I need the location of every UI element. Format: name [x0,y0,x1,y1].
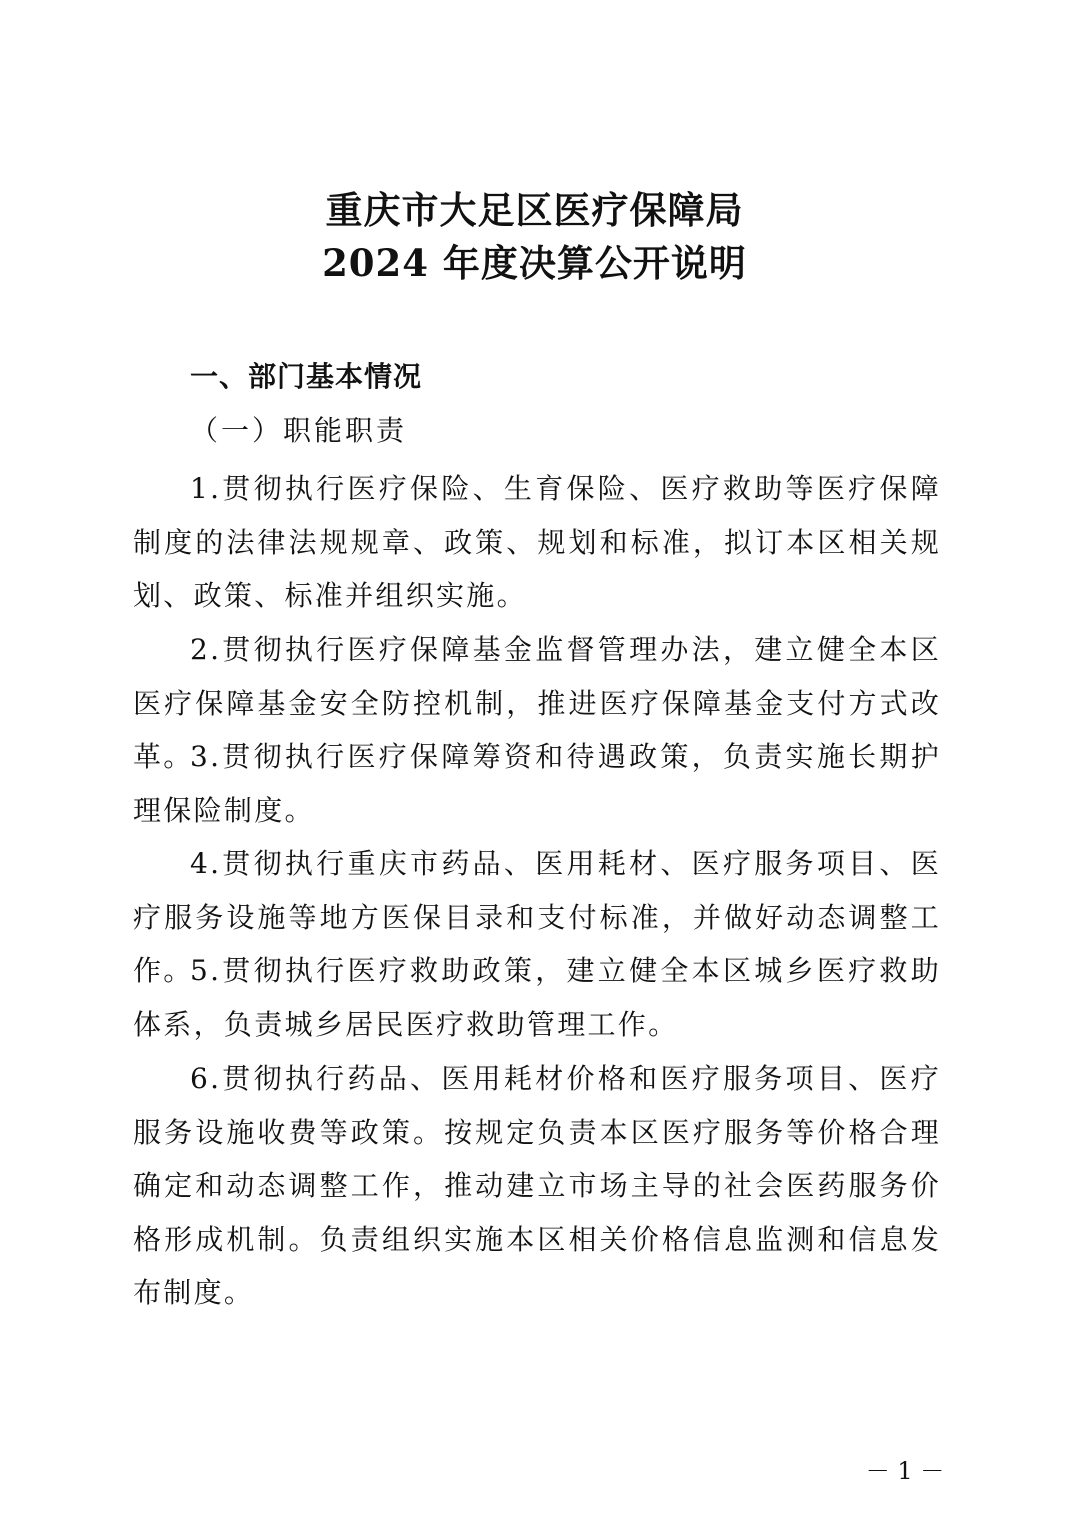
duty-paragraph-1: 1.贯彻执行医疗保险、生育保险、医疗救助等医疗保障制度的法律法规规章、政策、规划和标准，拟订本区相关规划、政策、标准并组织实施。 [133,472,941,612]
document-title-line-2: 2024 年度决算公开说明 [322,241,747,285]
duty-paragraph-5: 5.贯彻执行医疗救助政策，建立健全本区城乡医疗救助体系，负责城乡居民医疗救助管理工作。 [133,954,941,1041]
document-title-line-1: 重庆市大足区医疗保障局 [325,188,744,232]
duty-paragraph-4: 4.贯彻执行重庆市药品、医用耗材、医疗服务项目、医疗服务设施等地方医保目录和支付标准，并做好动态调整工作。 [133,847,941,987]
duty-paragraph-2: 2.贯彻执行医疗保障基金监督管理办法，建立健全本区医疗保障基金安全防控机制，推进医疗保障基金支付方式改革。 [133,633,941,773]
duty-paragraph-6: 6.贯彻执行药品、医用耗材价格和医疗服务项目、医疗服务设施收费等政策。按规定负责本区医疗服务等价格合理确定和动态调整工作，推动建立市场主导的社会医药服务价格形成机制。负责组织实施本区相关价格信息监测和信息发布制度。 [133,1062,941,1309]
subsection-heading: （一）职能职责 [190,414,408,447]
duty-paragraph-3: 3.贯彻执行医疗保障筹资和待遇政策，负责实施长期护理保险制度。 [133,740,941,827]
page-number: － 1 － [865,1457,945,1485]
section-heading: 一、部门基本情况 [190,360,423,393]
